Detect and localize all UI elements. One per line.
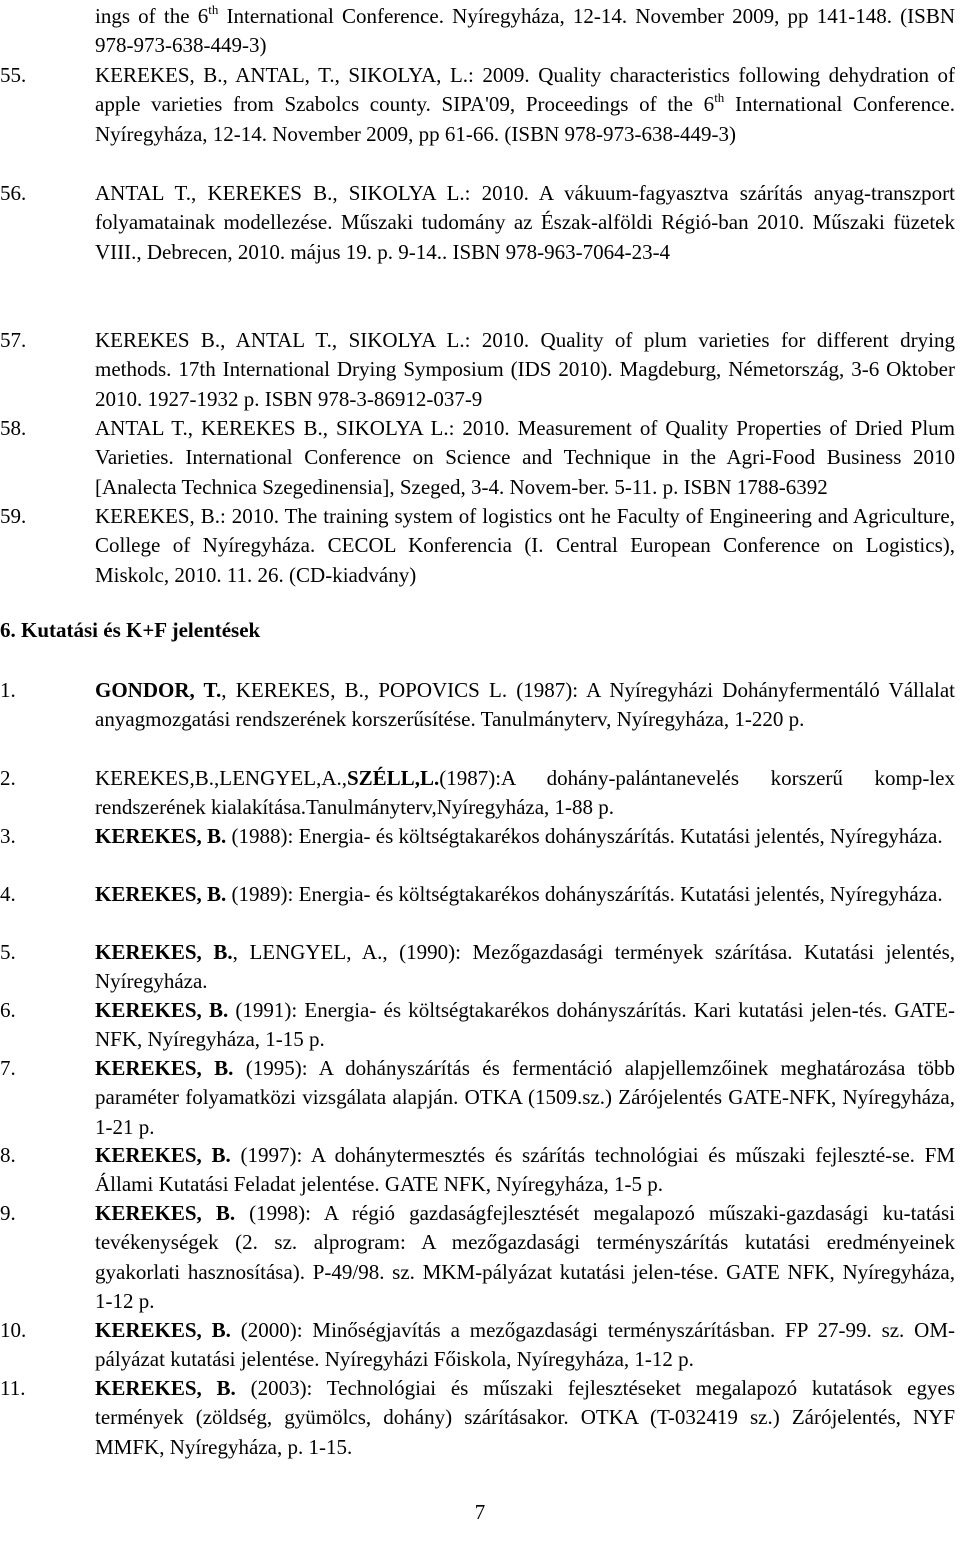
entry-body: ANTAL T., KEREKES B., SIKOLYA L.: 2010. A vákuum-fagyasztva szárítás anyag-transzport folyamatainak modellezése. Műszaki tudomány az Észak-alföldi Régió-ban 2010. Műszaki füzetek VIII., Debrecen, 2010. május 19. p. 9-14.. ISBN 978-963-7064-23-4 [95, 181, 955, 264]
entry-body: GONDOR, T., KEREKES, B., POPOVICS L. (1987): A Nyíregyházi Dohányfermentáló Vállalat anyagmozgatási rendszerének korszerűsítése. Tanulmányterv, Nyíregyháza, 1-220 p. [95, 678, 955, 732]
entry-number: 9. [0, 1201, 16, 1225]
entry-number: 8. [0, 1143, 16, 1167]
entry-body: KEREKES, B. (2003): Technológiai és műszaki fejlesztéseket megalapozó kutatások egyes termények (zöldség, gyümölcs, dohány) szárításakor. OTKA (T-032419 sz.) Zárójelentés, NYF MMFK, Nyíregyháza, p. 1-15. [95, 1376, 955, 1459]
reference-text: International Conference. Nyíregyháza, 12-14. November 2009, pp 141-148. (ISBN 978-973-638-449-3) [95, 4, 955, 58]
reference-text: ings of the 6 [95, 4, 209, 28]
entry-body: KEREKES,B.,LENGYEL,A.,SZÉLL,L.(1987):A dohány-palántanevelés korszerű komp-lex rendszerének kialakítása.Tanulmányterv,Nyíregyháza, 1-88 p. [95, 766, 955, 820]
superscript: th [208, 2, 219, 17]
entry-number: 5. [0, 940, 16, 964]
entry-number: 7. [0, 1056, 16, 1080]
entry-number: 55. [0, 63, 27, 87]
entry-number: 1. [0, 678, 16, 702]
entry-body: KEREKES, B.: 2010. The training system of logistics ont he Faculty of Engineering and Agriculture, College of Nyíregyháza. CECOL Konferencia (I. Central European Conference on Logistics), Miskolc, 2010. 11. 26. (CD-kiadvány) [95, 504, 955, 587]
entry-number: 3. [0, 824, 16, 848]
entry-body: KEREKES, B. (1988): Energia- és költségtakarékos dohányszárítás. Kutatási jelentés, Nyíregyháza. [95, 824, 943, 848]
entry-number: 2. [0, 766, 16, 790]
entry-number: 57. [0, 328, 27, 352]
entry-body: KEREKES, B. (1991): Energia- és költségtakarékos dohányszárítás. Kari kutatási jelen-tés. GATE-NFK, Nyíregyháza, 1-15 p. [95, 998, 955, 1052]
entry-number: 58. [0, 416, 27, 440]
continued-reference [95, 2, 955, 61]
entry-body: ANTAL T., KEREKES B., SIKOLYA L.: 2010. Measurement of Quality Properties of Dried Plum Varieties. International Conference on Science and Technique in the Agri-Food Business 2010 [Analecta Technica Szegedinensia], Szeged, 3-4. Novem-ber. 5-11. p. ISBN 1788-6392 [95, 416, 955, 499]
entry-body: KEREKES, B., ANTAL, T., SIKOLYA, L.: 2009. Quality characteristics following dehydration of apple varieties from Szabolcs county. SIPA'09, Proceedings of the 6th International Conference. Nyíregyháza, 12-14. November 2009, pp 61-66. (ISBN 978-973-638-449-3) [95, 63, 955, 146]
entry-body: KEREKES B., ANTAL T., SIKOLYA L.: 2010. Quality of plum varieties for different drying methods. 17th International Drying Symposium (IDS 2010). Magdeburg, Németország, 3-6 Oktober 2010. 1927-1932 p. ISBN 978-3-86912-037-9 [95, 328, 955, 411]
page-number: 7 [474, 1500, 486, 1524]
entry-number: 59. [0, 504, 27, 528]
entry-number: 4. [0, 882, 16, 906]
entry-number: 10. [0, 1318, 27, 1342]
entry-number: 56. [0, 181, 27, 205]
entry-number: 11. [0, 1376, 26, 1400]
entry-body: KEREKES, B. (1995): A dohányszárítás és fermentáció alapjellemzőinek meghatározása több paraméter folyamatközi vizsgálata alapján. OTKA (1509.sz.) Zárójelentés GATE-NFK, Nyíregyháza, 1-21 p. [95, 1056, 955, 1139]
section-heading: 6. Kutatási és K+F jelentések [0, 618, 261, 642]
entry-body: KEREKES, B. (1989): Energia- és költségtakarékos dohányszárítás. Kutatási jelentés, Nyíregyháza. [95, 882, 943, 906]
entry-body: KEREKES, B. (1998): A régió gazdaságfejlesztését megalapozó műszaki-gazdasági ku-tatási tevékenységek (2. sz. alprogram: A mezőgazdasági terményszárítás kutatási eredményeinek gyakorlati hasznosítása). P-49/98. sz. MKM-pályázat kutatási jelen-tése. GATE NFK, Nyíregyháza, 1-12 p. [95, 1201, 955, 1314]
entry-body: KEREKES, B. (1997): A dohánytermesztés és szárítás technológiai és műszaki fejleszté-se. FM Állami Kutatási Feladat jelentése. GATE NFK, Nyíregyháza, 1-5 p. [95, 1143, 955, 1197]
entry-body: KEREKES, B., LENGYEL, A., (1990): Mezőgazdasági termények szárítása. Kutatási jelentés, Nyíregyháza. [95, 940, 955, 994]
entry-body: KEREKES, B. (2000): Minőségjavítás a mezőgazdasági terményszárításban. FP 27-99. sz. OM-pályázat kutatási jelentése. Nyíregyházi Főiskola, Nyíregyháza, 1-12 p. [95, 1318, 955, 1372]
entry-number: 6. [0, 998, 16, 1022]
